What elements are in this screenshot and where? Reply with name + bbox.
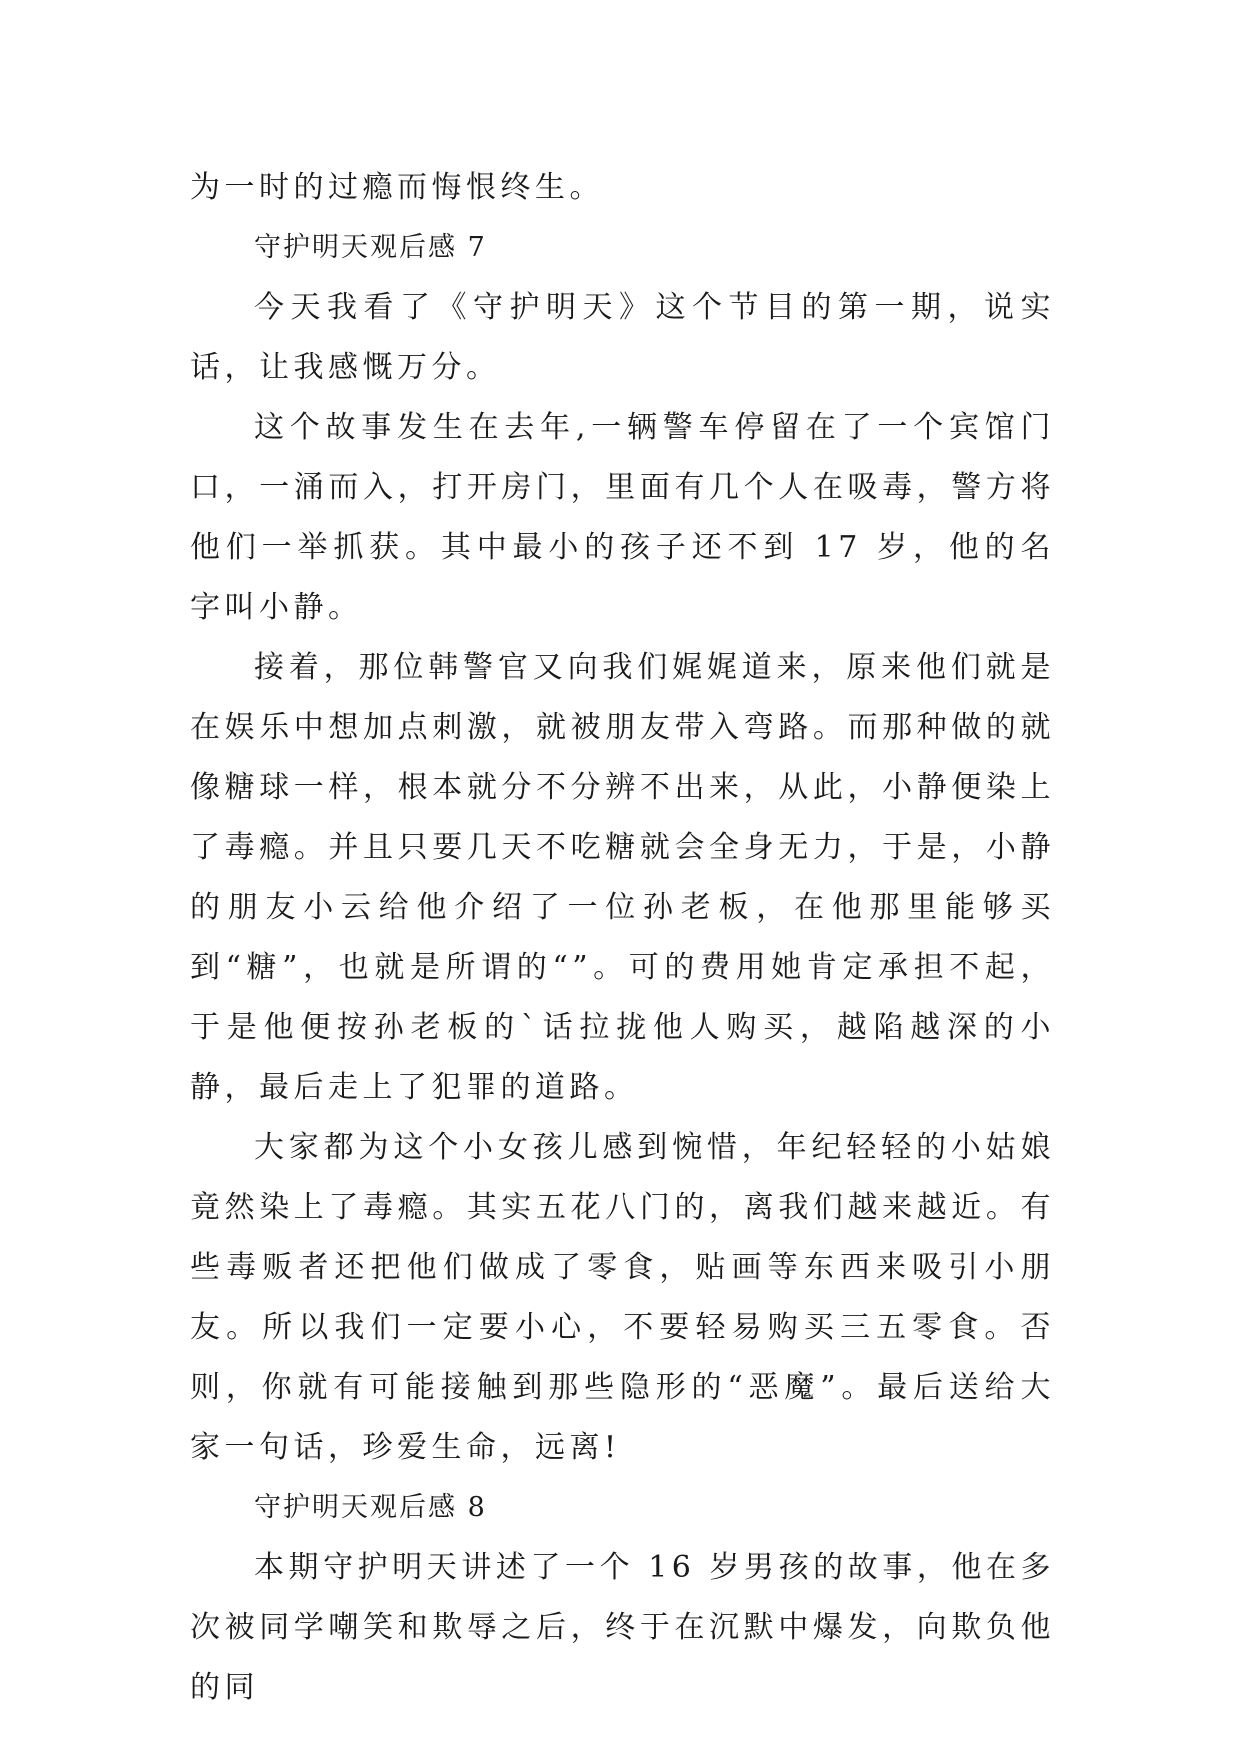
- paragraph-intro: 今天我看了《守护明天》这个节目的第一期，说实话，让我感慨万分。: [190, 290, 1055, 385]
- section-heading-8: 守护明天观后感 8: [254, 1492, 487, 1523]
- paragraph-reflection: 大家都为这个小女孩儿感到惋惜，年纪轻轻的小姑娘竟然染上了毒瘾。其实五花八门的，离我们越来越近。有些毒贩者还把他们做成了零食，贴画等东西来吸引小朋友。所以我们一定要小心，不要轻易购买三五零食。否则，你就有可能接触到那些隐形的“恶魔”。最后送给大家一句话，珍爱生命，远离!: [190, 1130, 1055, 1465]
- paragraph-story: 这个故事发生在去年,一辆警车停留在了一个宾馆门口，一涌而入，打开房门，里面有几个人在吸毒，警方将他们一举抓获。其中最小的孩子还不到 17 岁，他的名字叫小静。: [190, 410, 1055, 625]
- paragraph-episode-summary: 本期守护明天讲述了一个 16 岁男孩的故事，他在多次被同学嘲笑和欺辱之后，终于在沉默中爆发，向欺负他的同: [190, 1550, 1055, 1705]
- paragraph-continuation: 为一时的过瘾而悔恨终生。: [190, 170, 604, 205]
- document-body: [190, 158, 1055, 1718]
- paragraph-officer-account: 接着，那位韩警官又向我们娓娓道来，原来他们就是在娱乐中想加点刺激，就被朋友带入弯路。而那种做的就像糖球一样，根本就分不分辨不出来，从此，小静便染上了毒瘾。并且只要几天不吃糖就会全身无力，于是，小静的朋友小云给他介绍了一位孙老板，在他那里能够买到“糖”，也就是所谓的“”。可的费用她肯定承担不起，于是他便按孙老板的`话拉拢他人购买，越陷越深的小静，最后走上了犯罪的道路。: [190, 650, 1055, 1105]
- section-heading-7: 守护明天观后感 7: [254, 232, 487, 263]
